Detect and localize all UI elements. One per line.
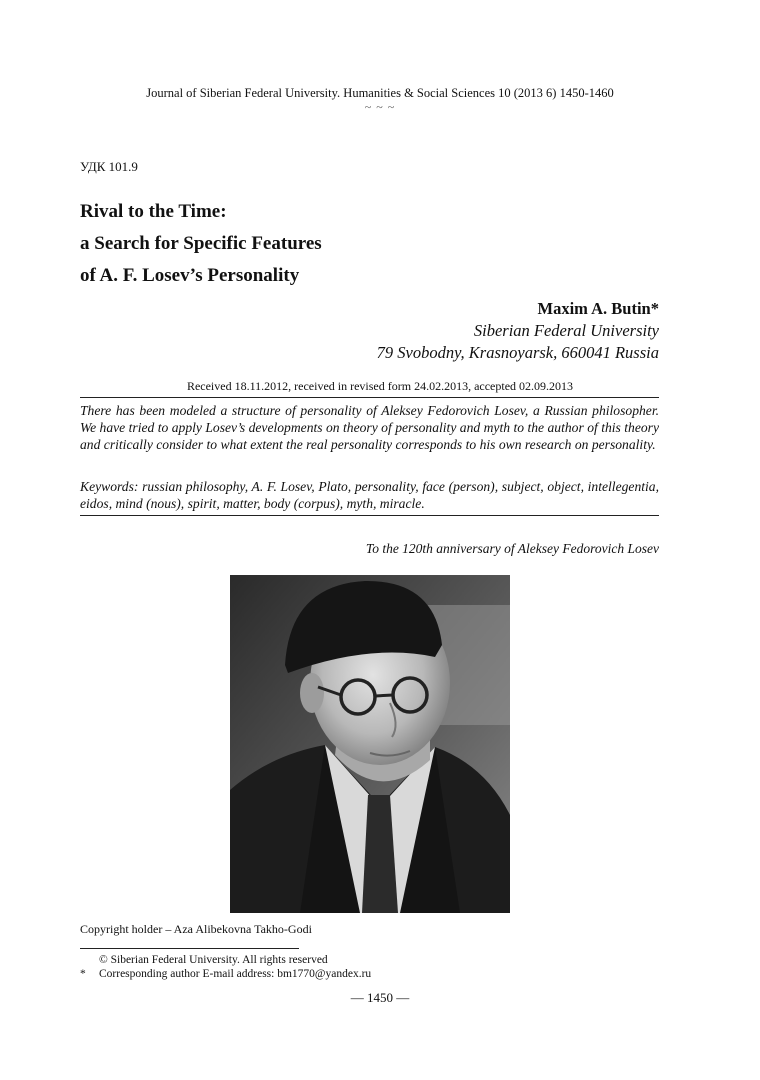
footnote-rule xyxy=(80,948,299,949)
dedication: To the 120th anniversary of Aleksey Fedorovich Losev xyxy=(365,541,659,556)
article-title xyxy=(80,196,322,292)
portrait-photo xyxy=(230,575,510,913)
header-ornament: ~ ~ ~ xyxy=(364,100,396,114)
footnote-copyright: © Siberian Federal University. All rights reserved xyxy=(99,954,328,966)
journal-header: Journal of Siberian Federal University. Humanities & Social Sciences 10 (2013 6) 1450-1460 xyxy=(146,86,614,100)
received-dates: Received 18.11.2012, received in revised form 24.02.2013, accepted 02.09.2013 xyxy=(186,379,574,393)
abstract-bottom-rule xyxy=(80,515,659,516)
author-affiliation: Siberian Federal University xyxy=(473,321,659,340)
photo-caption: Copyright holder – Aza Alibekovna Takho-Godi xyxy=(80,922,312,936)
author-block xyxy=(377,298,659,364)
keywords: Keywords: russian philosophy, A. F. Losev, Plato, personality, face (person), subject, object, intellegentia, eidos, mind (nous), spirit, matter, body (corpus), myth, miracle. xyxy=(80,479,659,511)
corresponding-email: Corresponding author E-mail address: bm1770@yandex.ru xyxy=(99,968,372,980)
abstract: There has been modeled a structure of personality of Aleksey Fedorovich Losev, a Russian philosopher. We have tried to apply Losev’s developments on theory of personality and myth to the author of this theory and critically consider to what extent the real personality corresponds to his own research on personality. xyxy=(80,403,659,452)
author-name: Maxim A. Butin* xyxy=(537,299,659,318)
author-address: 79 Svobodny, Krasnoyarsk, 660041 Russia xyxy=(376,343,659,362)
title-line-3: of A. F. Losev’s Personality xyxy=(80,265,300,286)
abstract-top-rule xyxy=(80,397,659,398)
footnote-corresponding xyxy=(80,968,371,980)
title-line-2: a Search for Specific Features xyxy=(80,233,322,254)
footnote-marker: * xyxy=(80,968,86,980)
udk-code: УДК 101.9 xyxy=(80,159,138,174)
title-line-1: Rival to the Time: xyxy=(80,201,227,222)
page-number: — 1450 — xyxy=(350,990,410,1005)
